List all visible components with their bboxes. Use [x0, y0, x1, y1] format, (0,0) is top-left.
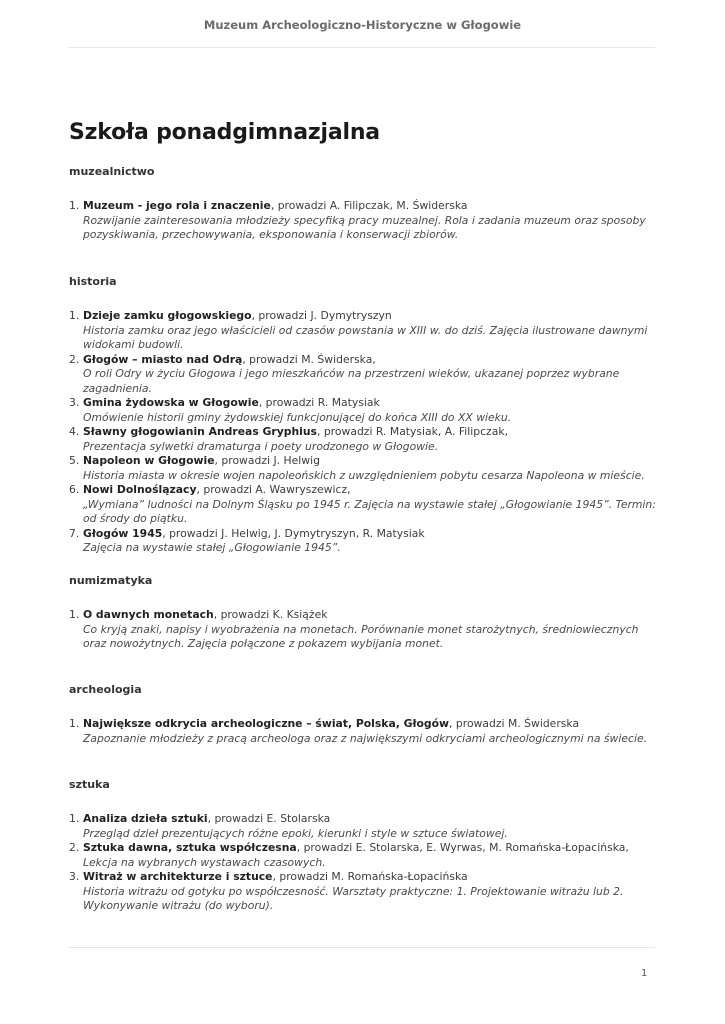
course-title: Głogów 1945 [83, 526, 163, 540]
course-description: Historia miasta w okresie wojen napoleońskich z uwzględnieniem pobytu cesarza Napoleona w mieście. [83, 468, 645, 482]
item-number: 2. [69, 841, 80, 854]
item-number: 3. [69, 870, 80, 883]
course-leaders: , prowadzi A. Wawryszewicz, [196, 483, 351, 496]
item-number: 2. [69, 352, 80, 366]
course-leaders: , prowadzi R. Matysiak [258, 396, 380, 409]
list-item [69, 608, 659, 652]
section-historia [69, 275, 659, 556]
list-item [69, 425, 659, 454]
list-item [69, 199, 659, 243]
course-list [69, 309, 659, 556]
course-leaders: , prowadzi J. Dymytryszyn [251, 309, 392, 322]
course-title: Sławny głogowianin Andreas Gryphius [83, 425, 317, 438]
course-title: Nowi Dolnoślązacy [83, 483, 197, 496]
course-description: Zapoznanie młodzieży z pracą archeologa oraz z największymi odkryciami archeologicznymi na świecie. [83, 731, 648, 745]
item-number: 1. [69, 717, 80, 730]
course-description: Historia zamku oraz jego właścicieli od czasów powstania w XIII w. do dziś. Zajęcia ilustrowane dawnymi widokami budowli. [83, 323, 648, 351]
section-heading: muzealnictwo [69, 165, 155, 178]
list-item [69, 812, 659, 841]
course-leaders: , prowadzi R. Matysiak, A. Filipczak, [316, 425, 509, 438]
item-number: 5. [69, 454, 80, 467]
list-item [69, 870, 659, 914]
course-leaders: , prowadzi K. Książek [213, 608, 328, 621]
item-number: 1. [69, 608, 80, 621]
list-item [69, 454, 659, 483]
course-title: Napoleon w Głogowie [83, 454, 215, 467]
course-title: Sztuka dawna, sztuka współczesna [83, 841, 297, 854]
course-description: Co kryją znaki, napisy i wyobrażenia na monetach. Porównanie monet starożytnych, średniowiecznych oraz nowożytnych. Zajęcia połączone z pokazem wybijania monet. [83, 622, 639, 650]
course-description: Zajęcia na wystawie stałej „Głogowianie 1945”. [83, 541, 341, 554]
course-description: Rozwijanie zainteresowania młodzieży specyfiką pracy muzealnej. Rola i zadania muzeum oraz sposoby pozyskiwania, przechowywania, eksponowania i konserwacji zbiorów. [83, 213, 646, 241]
page-title: Szkoła ponadgimnazjalna [69, 120, 380, 145]
list-item [69, 483, 659, 527]
course-list [69, 717, 659, 746]
section-numizmatyka [69, 574, 659, 652]
course-title: O dawnych monetach [83, 608, 214, 621]
item-number: 1. [69, 309, 80, 322]
footer-divider [69, 947, 655, 948]
course-title: Największe odkrycia archeologiczne – świat, Polska, Głogów [83, 717, 450, 730]
item-number: 1. [69, 199, 80, 212]
course-description: Prezentacja sylwetki dramaturga i poety urodzonego w Głogowie. [83, 439, 439, 453]
course-description: „Wymiana” ludności na Dolnym Śląsku po 1945 r. Zajęcia na wystawie stałej „Głogowianie 1945”. Termin: od środy do piątku. [83, 497, 656, 525]
list-item [69, 396, 659, 425]
list-item [69, 841, 659, 870]
course-leaders: , prowadzi J. Helwig [214, 454, 320, 467]
section-muzealnictwo [69, 165, 659, 243]
list-item [69, 527, 659, 556]
page-header-title: Muzeum Archeologiczno-Historyczne w Głogowie [203, 18, 522, 32]
course-title: Analiza dzieła sztuki [83, 812, 208, 825]
list-item [69, 717, 659, 746]
course-title: Muzeum - jego rola i znaczenie [83, 199, 271, 212]
course-leaders: , prowadzi M. Świderska, [242, 352, 376, 366]
list-item [69, 309, 659, 353]
course-leaders: , prowadzi E. Stolarska, E. Wyrwas, M. Romańska-Łopacińska, [296, 841, 629, 854]
course-leaders: , prowadzi E. Stolarska [207, 812, 331, 825]
item-number: 3. [69, 396, 80, 409]
course-leaders: , prowadzi A. Filipczak, M. Świderska [270, 199, 468, 212]
course-leaders: , prowadzi M. Świderska [449, 717, 580, 730]
header-divider [69, 47, 655, 48]
course-list [69, 608, 659, 652]
course-description: Historia witrażu od gotyku po współczesność. Warsztaty praktyczne: 1. Projektowanie witrażu lub 2. Wykonywanie witrażu (do wyboru). [83, 884, 624, 912]
course-list [69, 812, 659, 914]
course-title: Głogów – miasto nad Odrą [83, 352, 243, 366]
course-description: O roli Odry w życiu Głogowa i jego mieszkańców na przestrzeni wieków, ukazanej poprzez wybrane zagadnienia. [83, 367, 620, 395]
course-description: Przegląd dzieł prezentujących różne epoki, kierunki i style w sztuce światowej. [83, 826, 508, 840]
item-number: 6. [69, 483, 80, 496]
course-leaders: , prowadzi M. Romańska-Łopacińska [272, 870, 468, 883]
course-title: Dzieje zamku głogowskiego [83, 309, 252, 322]
course-title: Witraż w architekturze i sztuce [83, 870, 273, 883]
item-number: 7. [69, 526, 80, 540]
section-heading: numizmatyka [69, 574, 153, 587]
course-description: Lekcja na wybranych wystawach czasowych. [83, 855, 326, 869]
section-heading: sztuka [69, 778, 110, 791]
section-archeologia [69, 683, 659, 746]
course-description: Omówienie historii gminy żydowskiej funkcjonującej do końca XIII do XX wieku. [83, 410, 512, 424]
item-number: 4. [69, 425, 80, 438]
list-item [69, 353, 659, 397]
course-leaders: , prowadzi J. Helwig, J. Dymytryszyn, R. Matysiak [162, 526, 425, 540]
section-heading: historia [69, 275, 117, 288]
section-sztuka [69, 778, 659, 914]
page-number: 1 [641, 968, 648, 979]
section-heading: archeologia [69, 683, 142, 696]
item-number: 1. [69, 812, 80, 825]
course-title: Gmina żydowska w Głogowie [83, 396, 259, 409]
course-list [69, 199, 659, 243]
